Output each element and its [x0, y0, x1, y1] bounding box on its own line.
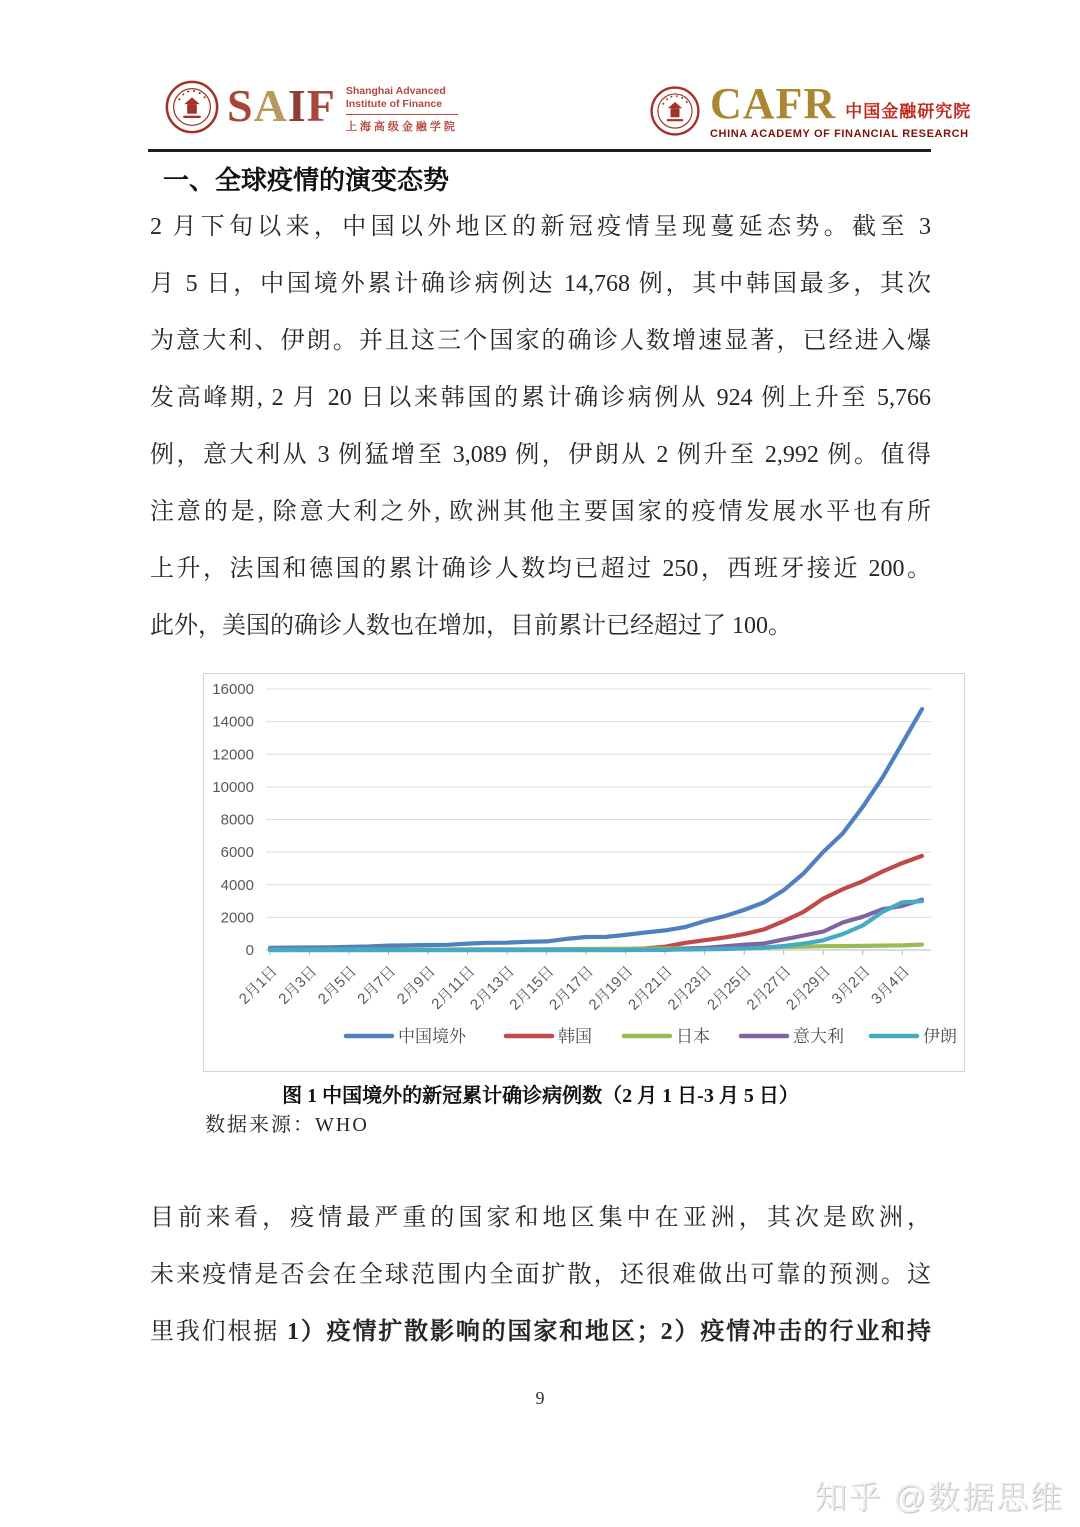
svg-text:14000: 14000	[212, 713, 254, 731]
svg-text:2月7日: 2月7日	[354, 962, 400, 1008]
page-number: 9	[535, 1388, 545, 1408]
cafr-seal-icon	[648, 84, 702, 138]
svg-text:日本: 日本	[676, 1027, 710, 1046]
body-text-bold: 1）疫情扩散影响的国家和地区；2）疫情冲击的行业和持	[287, 1319, 931, 1345]
body-text-line: 2 月下旬以来，中国以外地区的新冠疫情呈现蔓延态势。截至 3	[150, 214, 931, 240]
saif-en-line2: Institute of Finance	[345, 98, 443, 110]
paragraph-2	[150, 1190, 931, 1361]
watermark: 知乎 @数据思维	[814, 1479, 1064, 1515]
svg-text:2月25日: 2月25日	[704, 962, 756, 1014]
saif-seal-icon	[163, 78, 221, 136]
section-heading: 一、全球疫情的演变态势	[163, 166, 450, 195]
chart-canvas	[204, 674, 964, 1071]
svg-text:6000: 6000	[220, 844, 254, 862]
svg-text:2月29日: 2月29日	[783, 962, 835, 1014]
svg-text:2月11日: 2月11日	[428, 962, 479, 1013]
cafr-logo	[648, 79, 972, 140]
cafr-logo-text	[710, 79, 972, 140]
svg-text:中国境外: 中国境外	[398, 1027, 466, 1046]
svg-text:2月23日: 2月23日	[664, 962, 716, 1014]
body-text-line: 发高峰期, 2 月 20 日以来韩国的累计确诊病例从 924 例上升至 5,766	[150, 385, 931, 411]
body-text-line-mixed	[150, 1304, 931, 1361]
svg-text:2月5日: 2月5日	[314, 962, 360, 1008]
svg-text:3月4日: 3月4日	[868, 962, 914, 1008]
body-text-line: 未来疫情是否会在全球范围内全面扩散，还很难做出可靠的预测。这	[150, 1262, 931, 1288]
saif-logo-text	[346, 85, 458, 134]
body-text-line: 目前来看，疫情最严重的国家和地区集中在亚洲，其次是欧洲，	[150, 1205, 931, 1231]
svg-text:2月9日: 2月9日	[393, 962, 439, 1008]
svg-text:2000: 2000	[220, 909, 254, 927]
svg-text:2月3日: 2月3日	[275, 962, 321, 1008]
saif-wordmark: SAIF	[227, 80, 336, 131]
saif-cn-line: 上海高级金融学院	[346, 114, 458, 134]
svg-text:16000: 16000	[212, 681, 254, 698]
body-text-line: 此外，美国的确诊人数也在增加，目前累计已经超过了 100。	[150, 613, 792, 639]
cafr-wordmark: CAFR	[710, 79, 837, 128]
svg-text:2月1日: 2月1日	[235, 962, 281, 1008]
body-text-line: 上升，法国和德国的累计确诊人数均已超过 250，西班牙接近 200。	[150, 556, 931, 582]
figure-caption: 图 1 中国境外的新冠累计确诊病例数（2 月 1 日-3 月 5 日）	[282, 1085, 799, 1107]
cafr-en-line: CHINA ACADEMY OF FINANCIAL RESEARCH	[710, 128, 969, 140]
svg-text:4000: 4000	[220, 876, 254, 894]
svg-text:12000: 12000	[212, 746, 254, 764]
svg-text:2月21日: 2月21日	[625, 962, 676, 1014]
saif-logo	[163, 78, 458, 136]
line-chart	[203, 673, 965, 1072]
paragraph-1	[150, 199, 931, 655]
body-text-line: 例，意大利从 3 例猛增至 3,089 例，伊朗从 2 例升至 2,992 例。值得	[150, 442, 931, 468]
svg-text:2月13日: 2月13日	[466, 962, 518, 1014]
body-text-line: 为意大利、伊朗。并且这三个国家的确诊人数增速显著，已经进入爆	[150, 328, 931, 354]
svg-text:意大利: 意大利	[793, 1027, 844, 1046]
svg-text:0: 0	[245, 942, 254, 959]
svg-text:伊朗: 伊朗	[923, 1027, 957, 1046]
svg-text:2月17日: 2月17日	[546, 962, 597, 1014]
svg-text:2月27日: 2月27日	[743, 962, 795, 1014]
body-text-line: 月 5 日，中国境外累计确诊病例达 14,768 例，其中韩国最多，其次	[150, 271, 931, 297]
svg-text:8000: 8000	[220, 811, 254, 829]
svg-text:2月19日: 2月19日	[585, 962, 637, 1014]
svg-text:韩国: 韩国	[558, 1027, 592, 1046]
cafr-cn-line: 中国金融研究院	[845, 102, 972, 121]
body-text-normal: 里我们根据	[150, 1319, 287, 1345]
svg-text:3月2日: 3月2日	[828, 962, 874, 1008]
body-text-line: 注意的是, 除意大利之外, 欧洲其他主要国家的疫情发展水平也有所	[150, 499, 931, 525]
svg-text:2月15日: 2月15日	[506, 962, 558, 1014]
figure-source: 数据来源：WHO	[205, 1114, 369, 1136]
saif-en-line1: Shanghai Advanced	[345, 85, 446, 97]
svg-text:10000: 10000	[212, 778, 254, 796]
header-divider	[148, 149, 931, 152]
